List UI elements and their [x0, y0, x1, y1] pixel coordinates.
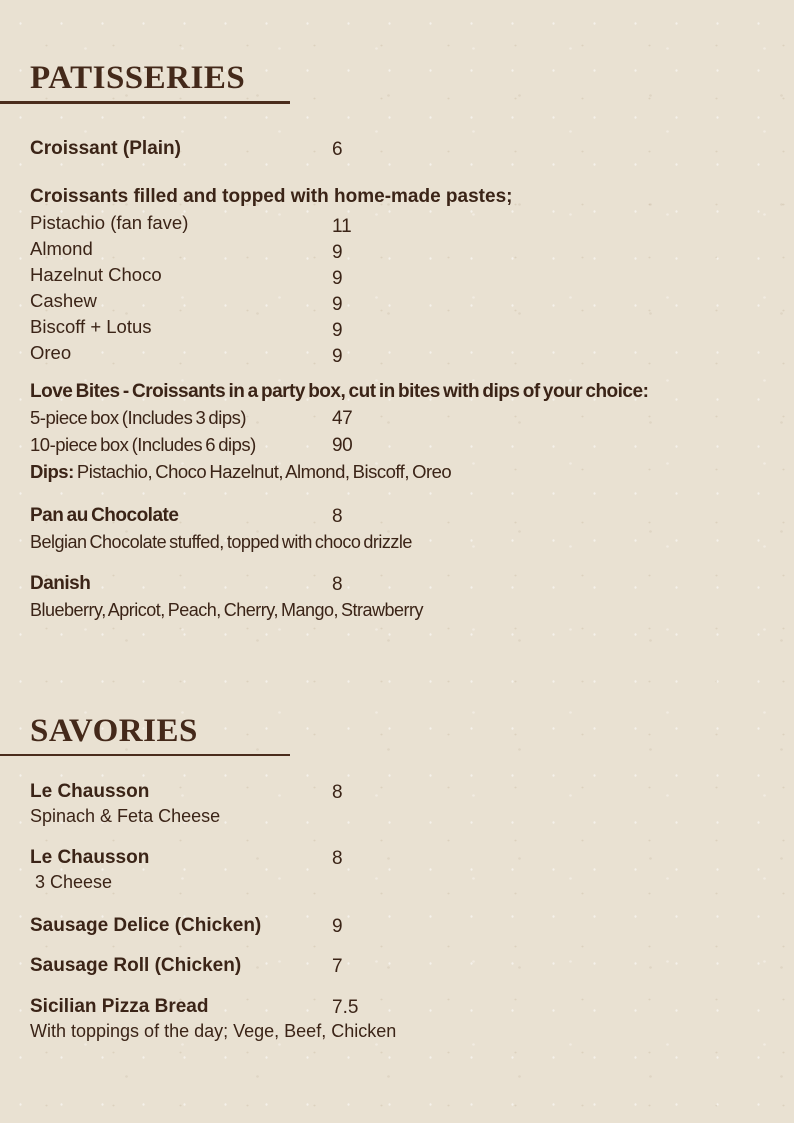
item-price: 8: [332, 505, 343, 527]
item-price: 7.5: [332, 997, 359, 1018]
item-row: [30, 210, 754, 236]
item-name: 10-piece box (Includes 6 dips): [30, 433, 256, 455]
item-description: 3 Cheese: [30, 872, 113, 892]
menu-item-croissant-plain: [30, 136, 754, 161]
section-title-savories: SAVORIES: [30, 712, 198, 749]
patisseries-divider: [0, 101, 290, 104]
menu-item-sausage-roll: [30, 954, 754, 978]
item-row: [30, 954, 754, 978]
dips-note: [30, 459, 754, 485]
item-description: Belgian Chocolate stuffed, topped with choco drizzle: [30, 531, 412, 552]
item-price: 9: [332, 267, 343, 289]
menu-item-sicilian-pizza-bread: [30, 995, 754, 1043]
item-name: Sausage Delice (Chicken): [30, 915, 262, 936]
item-row: [30, 236, 754, 262]
item-row: [30, 288, 754, 314]
item-row: [30, 136, 754, 161]
item-row: [30, 405, 754, 432]
item-name: Le Chausson: [30, 781, 150, 802]
item-row: [30, 571, 754, 596]
item-price: 11: [332, 215, 352, 237]
item-price: 6: [332, 138, 343, 160]
menu-item-le-chausson-spinach: [30, 780, 754, 828]
menu-item-le-chausson-3cheese: [30, 846, 754, 894]
item-price: 8: [332, 848, 343, 869]
dips-note-label: Dips:: [30, 460, 74, 482]
item-row: [30, 432, 754, 459]
section-savories: [30, 712, 754, 1044]
item-name: Sicilian Pizza Bread: [30, 996, 209, 1017]
item-price: 9: [332, 241, 343, 263]
item-description: With toppings of the day; Vege, Beef, Chicken: [30, 1021, 397, 1041]
item-name: Hazelnut Choco: [30, 263, 162, 285]
item-price: 47: [332, 407, 353, 429]
menu-item-danish: [30, 571, 754, 622]
item-row: [30, 262, 754, 288]
item-price: 9: [332, 345, 343, 367]
section-title-patisseries: PATISSERIES: [30, 60, 246, 96]
item-price: 7: [332, 956, 343, 977]
item-price: 8: [332, 782, 343, 803]
item-name: Biscoff + Lotus: [30, 315, 152, 337]
group-heading: Croissants filled and topped with home-made pastes;: [30, 185, 513, 207]
item-name: Pan au Chocolate: [30, 504, 179, 526]
item-row: [30, 314, 754, 340]
item-row: [30, 846, 754, 870]
filled-croissants-group: [30, 184, 754, 366]
item-price: 9: [332, 916, 343, 937]
savories-divider: [0, 754, 290, 757]
item-row: [30, 914, 754, 938]
item-name: Danish: [30, 572, 91, 594]
item-description: Blueberry, Apricot, Peach, Cherry, Mango, Strawberry: [30, 599, 424, 620]
item-name: Cashew: [30, 289, 97, 311]
dips-note-text: Pistachio, Choco Hazelnut, Almond, Biscoff, Oreo: [73, 460, 452, 482]
menu-item-sausage-delice: [30, 914, 754, 938]
item-price: 8: [332, 573, 343, 595]
item-row: [30, 995, 754, 1019]
item-name: Oreo: [30, 341, 72, 363]
item-row: [30, 503, 754, 528]
item-name: Sausage Roll (Chicken): [30, 955, 242, 976]
love-bites-group: [30, 379, 754, 485]
item-price: 9: [332, 293, 343, 315]
item-description: Spinach & Feta Cheese: [30, 806, 221, 826]
item-price: 90: [332, 434, 353, 456]
item-name: Le Chausson: [30, 847, 150, 868]
item-name: Almond: [30, 237, 93, 259]
item-price: 9: [332, 319, 343, 341]
item-row: [30, 780, 754, 804]
item-name: Croissant (Plain): [30, 137, 181, 159]
item-name: 5-piece box (Includes 3 dips): [30, 406, 247, 428]
menu-item-pan-au-chocolate: [30, 503, 754, 554]
item-row: [30, 340, 754, 366]
section-patisseries: [30, 62, 754, 622]
item-name: Pistachio (fan fave): [30, 211, 189, 233]
group-heading: Love Bites - Croissants in a party box, cut in bites with dips of your choice:: [30, 380, 649, 402]
